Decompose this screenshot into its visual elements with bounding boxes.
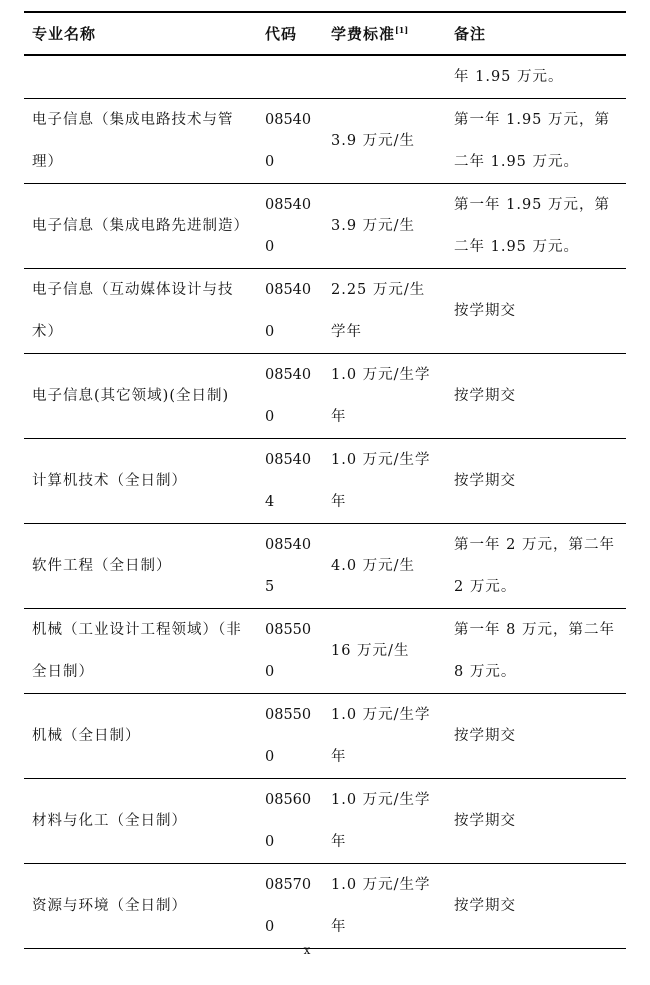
cell-code: 085405 [265,537,312,595]
cell-code: 085404 [265,452,312,510]
table-row [24,779,626,864]
cell-major: 电子信息（集成电路技术与管理） [32,112,234,170]
cell-tuition: 1.0 万元/生学年 [331,452,431,510]
cell-major [24,55,257,99]
cell-code: 085400 [265,367,312,425]
cell-remark: 年 1.95 万元。 [454,69,564,85]
table-row [24,55,626,99]
table-row [24,184,626,269]
page-number: x [303,943,311,957]
table-row [24,524,626,609]
header-code: 代码 [265,25,298,43]
cell-major: 机械（工业设计工程领域）（非全日制） [32,622,242,680]
cell-tuition: 1.0 万元/生学年 [331,367,431,425]
cell-major: 电子信息（集成电路先进制造） [32,218,249,234]
table-row [24,864,626,949]
cell-code: 085600 [265,792,312,850]
table-row [24,694,626,779]
cell-major: 软件工程（全日制） [32,558,172,574]
cell-code [257,55,323,99]
cell-remark: 按学期交 [454,473,516,489]
cell-code: 085400 [265,112,312,170]
cell-remark: 按学期交 [454,728,516,744]
cell-tuition [323,55,446,99]
cell-remark: 第一年 1.95 万元，第二年 1.95 万元。 [454,197,611,255]
cell-code: 085500 [265,622,312,680]
table-row [24,609,626,694]
cell-code: 085500 [265,707,312,765]
table-header-row [24,12,626,55]
cell-major: 计算机技术（全日制） [32,473,187,489]
cell-code: 085400 [265,197,312,255]
table-row [24,439,626,524]
cell-tuition: 16 万元/生 [331,643,410,659]
cell-code: 085400 [265,282,312,340]
cell-remark: 第一年 8 万元，第二年 8 万元。 [454,622,615,680]
cell-code: 085700 [265,877,312,935]
cell-major: 材料与化工（全日制） [32,813,187,829]
tuition-table [24,11,626,949]
header-major: 专业名称 [32,25,97,43]
cell-tuition: 1.0 万元/生学年 [331,792,431,850]
cell-major: 电子信息（互动媒体设计与技术） [32,282,234,340]
cell-remark: 第一年 1.95 万元，第二年 1.95 万元。 [454,112,611,170]
footnote-ref: [1] [395,25,409,35]
cell-major: 电子信息(其它领域)(全日制) [32,388,230,404]
cell-tuition: 2.25 万元/生学年 [331,282,426,340]
header-tuition-label: 学费标准 [331,25,396,43]
cell-remark: 按学期交 [454,303,516,319]
cell-tuition: 4.0 万元/生 [331,558,416,574]
header-remark: 备注 [454,25,487,43]
cell-remark: 按学期交 [454,813,516,829]
cell-major: 资源与环境（全日制） [32,898,187,914]
table-row [24,99,626,184]
cell-tuition: 3.9 万元/生 [331,133,416,149]
cell-tuition: 1.0 万元/生学年 [331,707,431,765]
cell-major: 机械（全日制） [32,728,141,744]
header-tuition [323,12,446,55]
table-row [24,269,626,354]
cell-tuition: 3.9 万元/生 [331,218,416,234]
cell-remark: 按学期交 [454,898,516,914]
cell-remark: 按学期交 [454,388,516,404]
cell-remark: 第一年 2 万元，第二年 2 万元。 [454,537,615,595]
cell-tuition: 1.0 万元/生学年 [331,877,431,935]
table-row [24,354,626,439]
